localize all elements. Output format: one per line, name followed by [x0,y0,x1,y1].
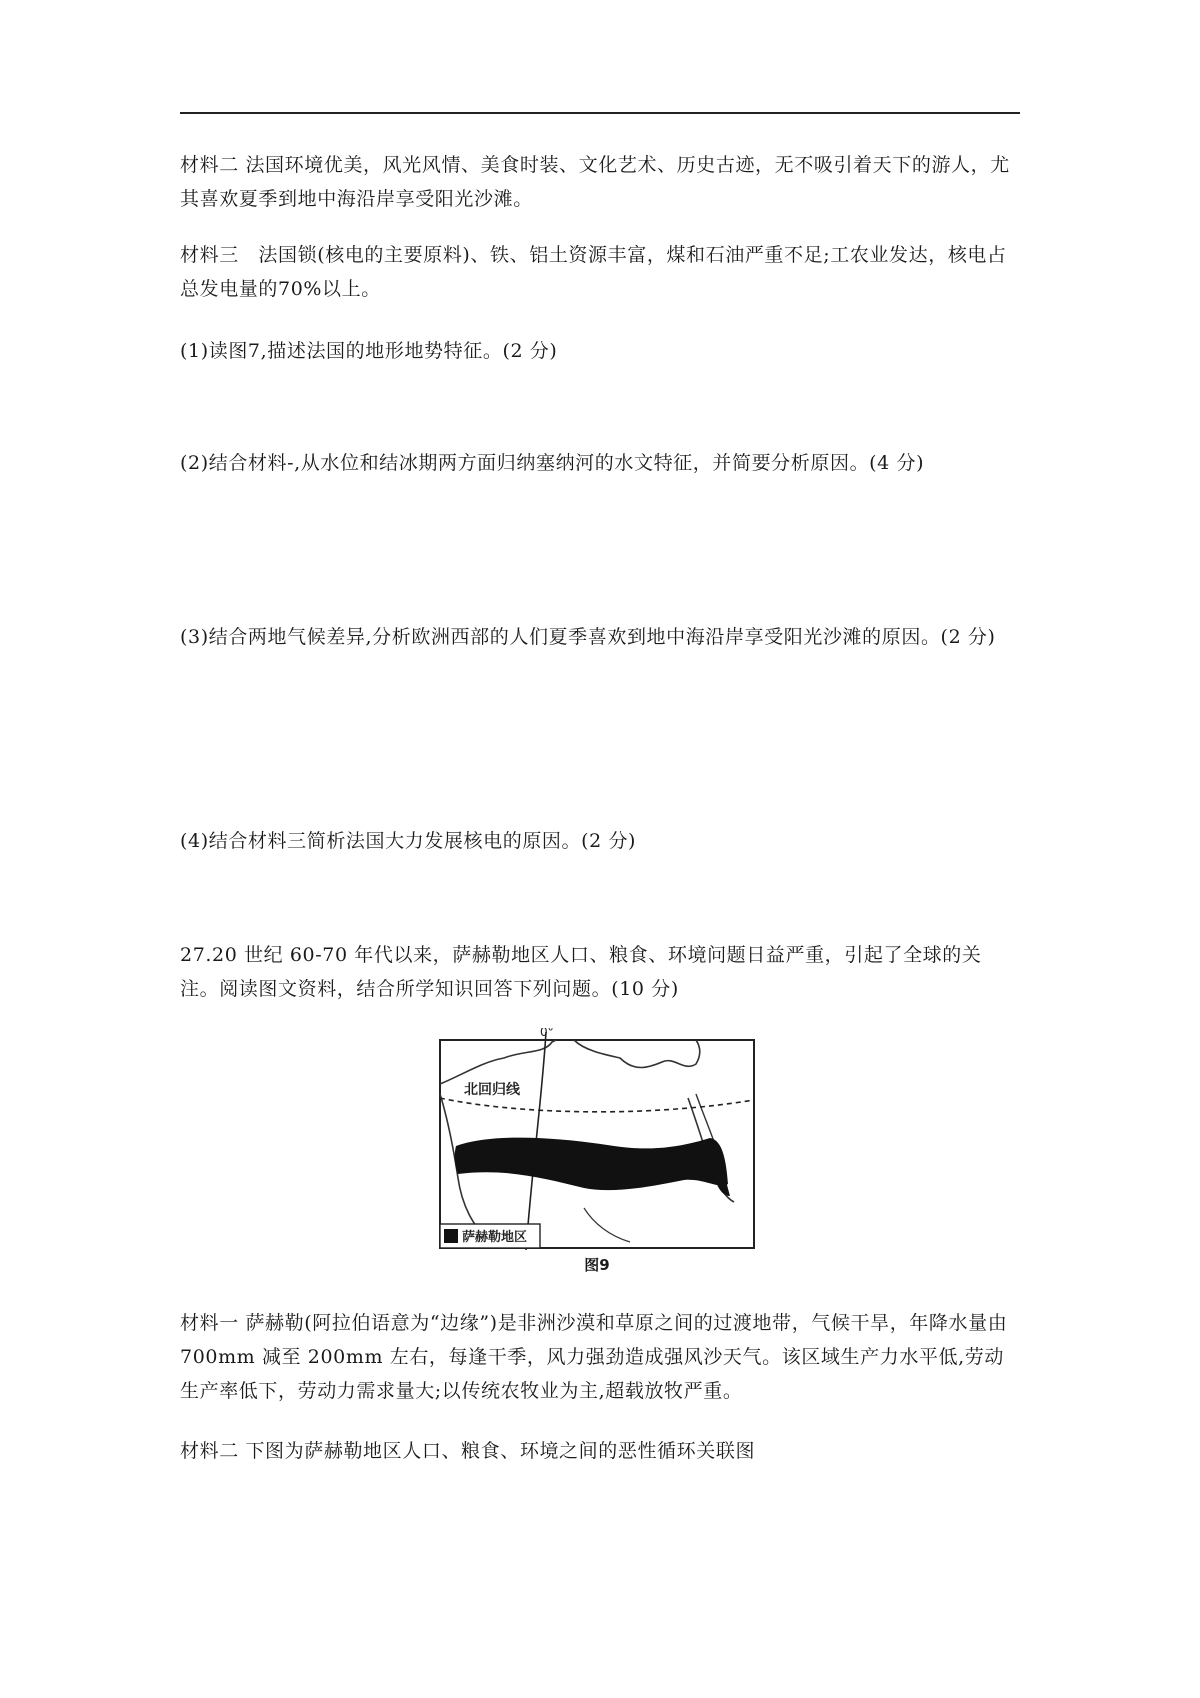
question-1: (1)读图7,描述法国的地形地势特征。(2 分) [180,340,558,362]
question-4: (4)结合材料三简析法国大力发展核电的原因。(2 分) [180,830,637,852]
figure-caption: 图9 [584,1256,610,1274]
tropic-label: 北回归线 [464,1082,520,1098]
sahel-map [434,1028,760,1254]
material-2-sahel: 材料二 下图为萨赫勒地区人口、粮食、环境之间的恶性循环关联图 [180,1440,756,1462]
material-1-sahel: 材料一 萨赫勒(阿拉伯语意为“边缘”)是非洲沙漠和草原之间的过渡地带，气候干旱，年降水量由 700mm 减至 200mm 左右，每逢干季，风力强劲造成强风沙天气。该区域生产力水平低,劳动生产率低下，劳动力需求量大;以传统农牧业为主,超载放牧严重。 [180,1312,1008,1402]
material-3-france: 材料三 法国锁(核电的主要原料)、铁、铝土资源丰富，煤和石油严重不足;工农业发达，核电占总发电量的70%以上。 [180,244,1007,300]
question-27-intro: 27.20 世纪 60-70 年代以来，萨赫勒地区人口、粮食、环境问题日益严重，引起了全球的关注。阅读图文资料，结合所学知识回答下列问题。(10 分) [180,944,982,1000]
sahel-map-figure [434,1028,760,1288]
question-3: (3)结合两地气候差异,分析欧洲西部的人们夏季喜欢到地中海沿岸享受阳光沙滩的原因。(2 分) [180,626,996,648]
material-2-france: 材料二 法国环境优美，风光风情、美食时装、文化艺术、历史古迹，无不吸引着天下的游人，尤其喜欢夏季到地中海沿岸享受阳光沙滩。 [180,154,1010,210]
header-rule [180,112,1020,114]
question-2: (2)结合材料-,从水位和结冰期两方面归纳塞纳河的水文特征，并简要分析原因。(4 分) [180,452,925,474]
meridian-label: 0° [540,1028,554,1039]
legend-swatch [444,1229,458,1243]
legend-label: 萨赫勒地区 [462,1230,528,1245]
